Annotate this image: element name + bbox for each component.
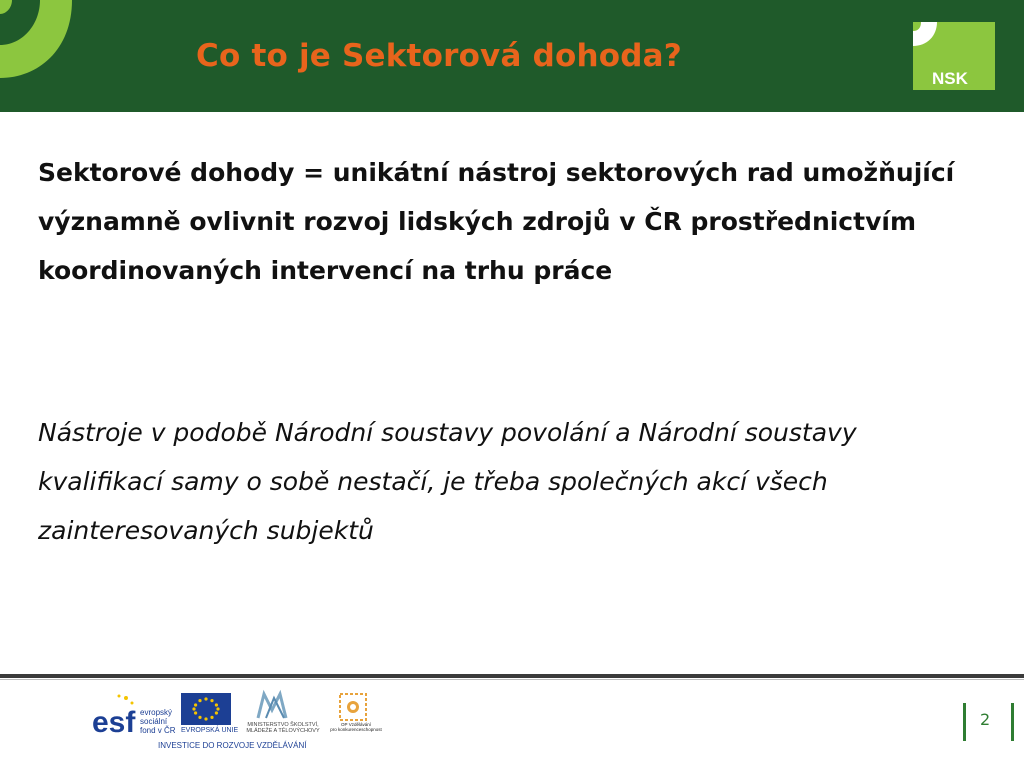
eu-flag-icon: [181, 693, 231, 725]
page-number-bar-left: [963, 703, 966, 741]
msmt-label: MINISTERSTVO ŠKOLSTVÍ, MLÁDEŽE A TĚLOVÝCHOVY: [246, 722, 320, 734]
esf-label: evropský sociální fond v ČR: [140, 708, 176, 735]
header-bar: [0, 0, 1024, 112]
esf-logo-icon: [92, 692, 136, 739]
footer-divider-thin: [0, 679, 1024, 680]
definition-paragraph: Sektorové dohody = unikátní nástroj sektorových rad umožňující významně ovlivnit rozvoj lidských zdrojů v ČR prostřednictvím koordinovaných intervencí na trhu práce: [38, 158, 955, 285]
nsk-logo-text: NSK: [932, 69, 968, 88]
investment-slogan: INVESTICE DO ROZVOJE VZDĚLÁVÁNÍ: [158, 741, 307, 750]
decorative-arc-icon: [0, 0, 80, 90]
nsk-logo-label: [932, 70, 977, 87]
page-number: 2: [980, 710, 991, 729]
svg-text:esf: esf: [92, 706, 136, 739]
op-logo-icon: [340, 694, 366, 720]
eu-label: EVROPSKÁ UNIE: [181, 727, 239, 734]
note-paragraph: Nástroje v podobě Národní soustavy povolání a Národní soustavy kvalifikací samy o sobě nestačí, je třeba společných akcí všech zainteresovaných subjektů: [38, 418, 857, 545]
slide-title: Co to je Sektorová dohoda?: [196, 38, 682, 74]
op-label: OP Vzdělávání pro konkurenceschopnost: [330, 722, 382, 732]
nsk-logo-number: 2: [967, 69, 978, 88]
footer-divider: [0, 674, 1024, 678]
msmt-logo-icon: [258, 694, 286, 718]
page-number-bar-right: [1011, 703, 1014, 741]
